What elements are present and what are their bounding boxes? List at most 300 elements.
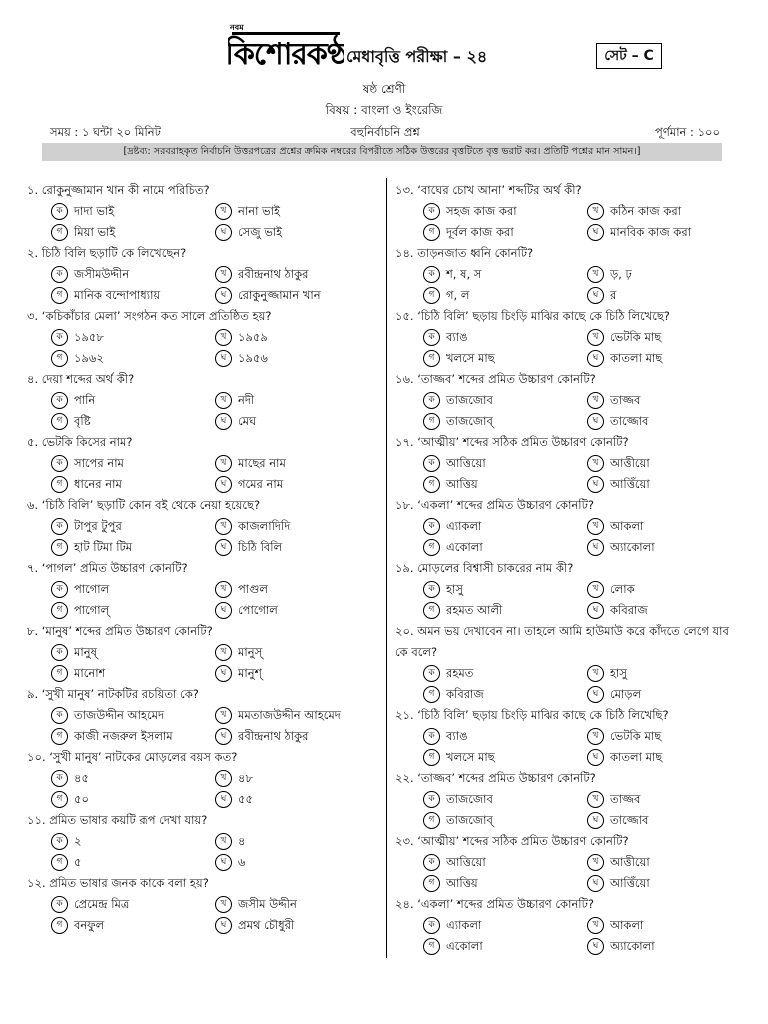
option-mark-circle: ঘ bbox=[587, 476, 604, 493]
option-mark-circle: ক bbox=[423, 791, 440, 808]
option-mark-circle: ক bbox=[423, 518, 440, 535]
answer-option bbox=[51, 726, 173, 747]
option-mark-circle: খ bbox=[587, 665, 604, 682]
answer-option bbox=[423, 348, 495, 369]
option-text: চিঠি বিলি bbox=[238, 540, 283, 554]
option-text: ৪৫ bbox=[74, 771, 89, 785]
option-text: ভেটকি মাছ bbox=[610, 729, 662, 743]
option-text: এ্যাকলা bbox=[446, 918, 482, 932]
option-mark-circle: খ bbox=[215, 203, 232, 220]
option-text: তাজ্জব bbox=[610, 792, 641, 806]
answer-option bbox=[587, 474, 650, 495]
answer-option bbox=[51, 348, 104, 369]
option-mark-circle: ঘ bbox=[215, 917, 232, 934]
option-text: লোক bbox=[610, 582, 635, 596]
question-item bbox=[27, 369, 377, 432]
right-question-column bbox=[395, 180, 735, 957]
answer-option bbox=[587, 264, 632, 285]
option-mark-circle: গ bbox=[51, 287, 68, 304]
question-text: ২২. ‘তাজ্জব’ শব্দের প্রমিত উচ্চারণ কোনটি? bbox=[395, 771, 596, 785]
option-text: মানোশ bbox=[74, 666, 106, 680]
answer-options bbox=[27, 516, 377, 558]
option-mark-circle: ক bbox=[51, 770, 68, 787]
answer-option bbox=[51, 474, 122, 495]
answer-options bbox=[27, 390, 377, 432]
answer-option bbox=[215, 264, 308, 285]
option-text: একোলা bbox=[446, 939, 483, 953]
question-item bbox=[27, 180, 377, 243]
answer-option bbox=[587, 453, 650, 474]
option-text: কবিরাজ bbox=[610, 603, 648, 617]
answer-option bbox=[423, 327, 468, 348]
option-text: আত্তিঁয়ো bbox=[610, 876, 650, 890]
question-text: ১১. প্রমিত ভাষার কয়টি রূপ দেখা যায়? bbox=[27, 813, 208, 827]
option-text: আকলা bbox=[610, 918, 644, 932]
option-mark-circle: গ bbox=[51, 917, 68, 934]
option-mark-circle: খ bbox=[215, 770, 232, 787]
answer-option bbox=[51, 894, 129, 915]
question-text: ২৩. ‘আত্মীয়’ শব্দের সঠিক প্রমিত উচ্চারণ কোনটি? bbox=[395, 834, 629, 848]
option-text: ৫ bbox=[74, 855, 82, 869]
full-marks-label: পূর্ণমান : ১০০ bbox=[655, 125, 720, 139]
question-text: ১৬. ‘তাজ্জব’ শব্দের প্রমিত উচ্চারণ কোনটি? bbox=[395, 372, 596, 386]
set-label: সেট – C bbox=[596, 43, 662, 69]
option-text: প্রেমেন্দ্র মিত্র bbox=[74, 897, 130, 911]
option-text: রবীন্দ্রনাথ ঠাকুর bbox=[238, 267, 309, 281]
exam-meta-row bbox=[50, 124, 720, 140]
answer-option bbox=[423, 747, 495, 768]
option-text: সহজ কাজ করা bbox=[446, 204, 517, 218]
answer-options bbox=[395, 453, 735, 495]
answer-option bbox=[423, 579, 463, 600]
question-item bbox=[27, 243, 377, 306]
option-mark-circle: গ bbox=[423, 812, 440, 829]
option-text: পাগোল bbox=[74, 582, 110, 596]
question-text: ১৮. ‘একলা’ শব্দের প্রমিত উচ্চারণ কোনটি? bbox=[395, 498, 594, 512]
option-text: রোকুনুজ্জামান খান bbox=[238, 288, 321, 302]
answer-options bbox=[27, 264, 377, 306]
option-mark-circle: ঘ bbox=[215, 350, 232, 367]
option-text: দাদা ভাই bbox=[74, 204, 115, 218]
answer-option bbox=[423, 726, 468, 747]
option-mark-circle: ঘ bbox=[215, 224, 232, 241]
class-label: ষষ্ঠ শ্রেণী bbox=[362, 82, 406, 96]
option-mark-circle: গ bbox=[51, 728, 68, 745]
option-text: ২ bbox=[74, 834, 82, 848]
option-text: র bbox=[610, 288, 617, 302]
answer-option bbox=[215, 726, 308, 747]
option-mark-circle: খ bbox=[587, 329, 604, 346]
option-mark-circle: খ bbox=[587, 917, 604, 934]
question-text: ৪. দেয়া শব্দের অর্থ কী? bbox=[27, 372, 135, 386]
option-text: ব্যাঙ bbox=[446, 330, 468, 344]
option-text: ৫০ bbox=[74, 792, 89, 806]
question-item bbox=[395, 432, 735, 495]
option-mark-circle: ঘ bbox=[587, 413, 604, 430]
option-mark-circle: ঘ bbox=[587, 224, 604, 241]
answer-option bbox=[587, 747, 662, 768]
answer-options bbox=[27, 894, 377, 936]
logo-image bbox=[228, 18, 344, 72]
question-item bbox=[27, 432, 377, 495]
option-mark-circle: ক bbox=[423, 329, 440, 346]
question-item bbox=[395, 306, 735, 369]
answer-option bbox=[51, 516, 122, 537]
answer-option bbox=[423, 537, 483, 558]
answer-option bbox=[587, 537, 655, 558]
option-mark-circle: গ bbox=[51, 602, 68, 619]
answer-options bbox=[27, 642, 377, 684]
option-text: ৪৮ bbox=[238, 771, 253, 785]
answer-option bbox=[51, 831, 81, 852]
question-item bbox=[27, 558, 377, 621]
kishorkantha-logo bbox=[228, 18, 344, 72]
answer-option bbox=[215, 537, 282, 558]
option-mark-circle: ঘ bbox=[587, 539, 604, 556]
logo-main-text: কিশোরকণ্ঠ bbox=[228, 37, 344, 72]
question-item bbox=[395, 495, 735, 558]
question-text: ২০. অমন ভয় দেখাবেন না। তাহলে আমি হাউমাউ করে কাঁদতে লেগে যাব কে বলে? bbox=[395, 624, 729, 659]
option-mark-circle: ক bbox=[51, 644, 68, 661]
answer-option bbox=[51, 600, 109, 621]
answer-option bbox=[215, 894, 297, 915]
option-mark-circle: ঘ bbox=[215, 791, 232, 808]
option-text: মানুশ্ bbox=[238, 666, 262, 680]
option-mark-circle: খ bbox=[215, 896, 232, 913]
option-text: সেজু ভাই bbox=[238, 225, 283, 239]
option-mark-circle: গ bbox=[423, 686, 440, 703]
question-text: ৩. ‘কচিকাঁচার মেলা’ সংগঠন কত সালে প্রতিষ্ঠিত হয়? bbox=[27, 309, 272, 323]
option-mark-circle: ঘ bbox=[587, 287, 604, 304]
option-mark-circle: গ bbox=[51, 476, 68, 493]
option-mark-circle: ঘ bbox=[215, 539, 232, 556]
option-text: শ, ষ, স bbox=[446, 267, 482, 281]
option-mark-circle: ঘ bbox=[587, 749, 604, 766]
question-text: ১২. প্রমিত ভাষার জনক কাকে বলা হয়? bbox=[27, 876, 209, 890]
question-item bbox=[395, 243, 735, 306]
answer-option bbox=[215, 789, 253, 810]
option-text: আত্তীয়ো bbox=[610, 855, 650, 869]
option-text: ধানের নাম bbox=[74, 477, 122, 491]
option-mark-circle: খ bbox=[215, 266, 232, 283]
option-text: নানা ভাই bbox=[238, 204, 280, 218]
option-text: কাজলাদিদি bbox=[238, 519, 291, 533]
answer-option bbox=[215, 222, 282, 243]
question-text: ২. চিঠি বিলি ছড়াটি কে লিখেছেন? bbox=[27, 246, 187, 260]
option-mark-circle: খ bbox=[587, 266, 604, 283]
option-text: দূর্বল কাজ করা bbox=[446, 225, 514, 239]
option-text: পাগুল bbox=[238, 582, 268, 596]
option-text: ব্যাঙ bbox=[446, 729, 468, 743]
question-text: ১৭. ‘আত্মীয়’ শব্দের সঠিক প্রমিত উচ্চারণ কোনটি? bbox=[395, 435, 629, 449]
option-text: মেঘ bbox=[238, 414, 257, 428]
option-text: তাজজোব্ bbox=[446, 813, 493, 827]
option-text: মোড়ল bbox=[610, 687, 642, 701]
question-text: ২১. ‘চিঠি বিলি’ ছড়ায় চিংড়ি মাঝির কাছে কে চিঠি লিখেছি? bbox=[395, 708, 669, 722]
option-mark-circle: ঘ bbox=[587, 875, 604, 892]
option-text: বৃষ্টি bbox=[74, 414, 91, 428]
option-mark-circle: গ bbox=[51, 350, 68, 367]
answer-option bbox=[423, 600, 502, 621]
answer-option bbox=[215, 852, 245, 873]
option-mark-circle: গ bbox=[423, 875, 440, 892]
answer-option bbox=[215, 348, 268, 369]
answer-options bbox=[27, 327, 377, 369]
answer-option bbox=[587, 810, 648, 831]
instruction-note: [দ্রষ্টব্য: সরবরাহকৃত নির্বাচনি উত্তরপত্রের প্রশ্নের ক্রমিক নম্বরের বিপরীতে সঠিক উত্তরের বৃত্তটিতে বৃত্ত ভরাট কর। প্রতিটি পশ্নের মান সামন।] bbox=[42, 143, 722, 161]
answer-option bbox=[423, 390, 493, 411]
answer-option bbox=[587, 600, 648, 621]
answer-option bbox=[587, 726, 661, 747]
answer-option bbox=[215, 201, 280, 222]
answer-options bbox=[395, 264, 735, 306]
answer-option bbox=[587, 936, 655, 957]
option-text: ড়, ঢ় bbox=[610, 267, 632, 281]
answer-option bbox=[51, 537, 132, 558]
option-mark-circle: গ bbox=[51, 854, 68, 871]
question-item bbox=[395, 894, 735, 957]
option-mark-circle: ক bbox=[51, 392, 68, 409]
option-text: বনফুল bbox=[74, 918, 105, 932]
option-text: তাজজোব্ bbox=[446, 414, 493, 428]
option-text: কাতলা মাছ bbox=[610, 750, 663, 764]
option-text: আত্তীয়ো bbox=[610, 456, 650, 470]
answer-option bbox=[587, 789, 640, 810]
question-text: ৯. ‘সুখী মানুষ’ নাটকটির রচয়িতা কে? bbox=[27, 687, 199, 701]
option-mark-circle: ঘ bbox=[587, 602, 604, 619]
option-mark-circle: খ bbox=[587, 791, 604, 808]
answer-option bbox=[587, 348, 662, 369]
answer-option bbox=[51, 453, 124, 474]
answer-option bbox=[51, 663, 105, 684]
option-mark-circle: খ bbox=[587, 203, 604, 220]
option-mark-circle: গ bbox=[51, 224, 68, 241]
option-mark-circle: ক bbox=[51, 266, 68, 283]
option-text: ১৯৬২ bbox=[74, 351, 104, 365]
option-text: আত্তিয়ো bbox=[446, 855, 486, 869]
option-mark-circle: ক bbox=[423, 581, 440, 598]
answer-options bbox=[395, 390, 735, 432]
answer-option bbox=[423, 285, 469, 306]
option-mark-circle: খ bbox=[587, 854, 604, 871]
answer-option bbox=[215, 390, 254, 411]
option-mark-circle: ঘ bbox=[215, 476, 232, 493]
answer-options bbox=[27, 705, 377, 747]
option-mark-circle: ক bbox=[51, 896, 68, 913]
answer-option bbox=[423, 453, 486, 474]
answer-options bbox=[395, 915, 735, 957]
answer-options bbox=[395, 852, 735, 894]
option-text: ১৯৫৯ bbox=[238, 330, 268, 344]
answer-option bbox=[51, 390, 95, 411]
question-item bbox=[27, 495, 377, 558]
option-text: ১৯৫৬ bbox=[238, 351, 268, 365]
question-item bbox=[395, 621, 735, 705]
question-type-label: বহুনির্বাচনি প্রশ্ন bbox=[350, 125, 420, 139]
option-mark-circle: ক bbox=[423, 917, 440, 934]
answer-options bbox=[395, 789, 735, 831]
option-text: তাজউদ্দীন আহমেদ bbox=[74, 708, 165, 722]
option-text: টাপুর টুপুর bbox=[74, 519, 122, 533]
option-mark-circle: গ bbox=[423, 539, 440, 556]
answer-option bbox=[423, 516, 481, 537]
answer-option bbox=[215, 453, 286, 474]
subject-label: বিষয় : বাংলা ও ইংরেজি bbox=[325, 103, 443, 117]
option-mark-circle: খ bbox=[215, 518, 232, 535]
page-header bbox=[0, 0, 768, 180]
option-mark-circle: ঘ bbox=[215, 413, 232, 430]
option-mark-circle: গ bbox=[423, 224, 440, 241]
option-text: রহমত bbox=[446, 666, 474, 680]
answer-options bbox=[27, 201, 377, 243]
option-mark-circle: খ bbox=[215, 392, 232, 409]
option-text: তাজ্জোব bbox=[610, 813, 649, 827]
option-text: কাজী নজরুল ইসলাম bbox=[74, 729, 173, 743]
option-mark-circle: খ bbox=[215, 833, 232, 850]
answer-option bbox=[587, 516, 643, 537]
question-item bbox=[27, 747, 377, 810]
option-mark-circle: ঘ bbox=[587, 812, 604, 829]
answer-options bbox=[27, 831, 377, 873]
answer-option bbox=[51, 768, 89, 789]
option-text: তাজ্জব bbox=[610, 393, 641, 407]
option-mark-circle: ক bbox=[423, 665, 440, 682]
answer-options bbox=[395, 663, 735, 705]
option-mark-circle: গ bbox=[423, 287, 440, 304]
question-text: ১৫. ‘চিঠি বিলি’ ছড়ায় চিংড়ি মাঝির কাছে কে চিঠি লিখেছে? bbox=[395, 309, 670, 323]
option-text: আত্তিঁয়ো bbox=[610, 477, 650, 491]
question-item bbox=[27, 621, 377, 684]
option-mark-circle: ঘ bbox=[215, 665, 232, 682]
option-mark-circle: গ bbox=[423, 938, 440, 955]
option-text: ভেটকি মাছ bbox=[610, 330, 662, 344]
answer-option bbox=[587, 327, 661, 348]
answer-option bbox=[51, 642, 97, 663]
option-mark-circle: ক bbox=[423, 854, 440, 871]
answer-option bbox=[215, 831, 245, 852]
option-text: একোলা bbox=[446, 540, 483, 554]
answer-option bbox=[423, 684, 484, 705]
answer-option bbox=[215, 600, 278, 621]
question-item bbox=[395, 831, 735, 894]
option-text: হাট টিমা টিম bbox=[74, 540, 133, 554]
option-text: মানুস্ bbox=[238, 645, 263, 659]
option-text: আত্তিয় bbox=[446, 876, 478, 890]
option-text: তাজ্জোব bbox=[610, 414, 649, 428]
option-text: প্রমথ চৌধুরী bbox=[238, 918, 295, 932]
answer-option bbox=[587, 411, 648, 432]
answer-option bbox=[423, 789, 493, 810]
answer-option bbox=[215, 327, 268, 348]
question-item bbox=[27, 873, 377, 936]
answer-option bbox=[215, 411, 256, 432]
option-text: এ্যাকলা bbox=[446, 519, 482, 533]
option-text: গ, ল bbox=[446, 288, 470, 302]
question-text: ১৩. ‘বাঘের চোখ আনা’ শব্দটির অর্থ কী? bbox=[395, 183, 582, 197]
option-mark-circle: গ bbox=[423, 749, 440, 766]
answer-option bbox=[215, 474, 283, 495]
option-mark-circle: খ bbox=[587, 581, 604, 598]
option-mark-circle: গ bbox=[423, 476, 440, 493]
answer-option bbox=[587, 684, 641, 705]
option-mark-circle: ক bbox=[423, 455, 440, 472]
answer-option bbox=[51, 705, 164, 726]
answer-option bbox=[51, 915, 104, 936]
option-text: ১৯৫৮ bbox=[74, 330, 104, 344]
answer-option bbox=[423, 201, 517, 222]
question-text: ৬. ‘চিঠি বিলি’ ছড়াটি কোন বই থেকে নেয়া হয়েছে? bbox=[27, 498, 261, 512]
answer-option bbox=[51, 789, 89, 810]
option-text: খলসে মাছ bbox=[446, 351, 495, 365]
question-text: ১৪. তাড়নজাত ধ্বনি কোনটি? bbox=[395, 246, 534, 260]
option-mark-circle: খ bbox=[587, 518, 604, 535]
option-text: ৪ bbox=[238, 834, 246, 848]
option-mark-circle: গ bbox=[423, 413, 440, 430]
question-item bbox=[27, 810, 377, 873]
answer-options bbox=[27, 453, 377, 495]
answer-option bbox=[423, 411, 493, 432]
option-mark-circle: ক bbox=[51, 203, 68, 220]
option-mark-circle: খ bbox=[215, 455, 232, 472]
option-mark-circle: খ bbox=[215, 707, 232, 724]
option-text: আকলা bbox=[610, 519, 644, 533]
option-mark-circle: গ bbox=[51, 539, 68, 556]
answer-option bbox=[423, 222, 514, 243]
question-item bbox=[395, 180, 735, 243]
option-text: কবিরাজ bbox=[446, 687, 484, 701]
question-text: ৭. ‘পাগল’ প্রমিত উচ্চারণ কোনটি? bbox=[27, 561, 188, 575]
option-text: মিয়া ভাই bbox=[74, 225, 116, 239]
option-text: হাসু bbox=[446, 582, 463, 596]
option-mark-circle: গ bbox=[423, 602, 440, 619]
option-mark-circle: ঘ bbox=[215, 854, 232, 871]
answer-options bbox=[395, 726, 735, 768]
exam-title: মেধাবৃত্তি পরীক্ষা – ২৪ bbox=[346, 47, 488, 66]
answer-option bbox=[215, 642, 262, 663]
answer-option bbox=[423, 474, 478, 495]
question-item bbox=[395, 558, 735, 621]
answer-option bbox=[51, 579, 109, 600]
question-item bbox=[395, 705, 735, 768]
option-mark-circle: গ bbox=[51, 665, 68, 682]
answer-option bbox=[587, 390, 640, 411]
option-mark-circle: ঘ bbox=[587, 350, 604, 367]
answer-options bbox=[27, 768, 377, 810]
option-mark-circle: খ bbox=[215, 329, 232, 346]
option-text: কাতলা মাছ bbox=[610, 351, 663, 365]
answer-option bbox=[215, 663, 262, 684]
option-mark-circle: ঘ bbox=[587, 938, 604, 955]
answer-option bbox=[215, 768, 253, 789]
answer-option bbox=[215, 516, 290, 537]
answer-option bbox=[215, 285, 321, 306]
question-item bbox=[395, 369, 735, 432]
answer-option bbox=[215, 579, 268, 600]
option-text: কঠিন কাজ করা bbox=[610, 204, 682, 218]
answer-option bbox=[423, 264, 481, 285]
answer-option bbox=[51, 264, 129, 285]
option-mark-circle: গ bbox=[51, 413, 68, 430]
option-text: মাছের নাম bbox=[238, 456, 286, 470]
answer-option bbox=[423, 663, 473, 684]
option-mark-circle: ঘ bbox=[215, 287, 232, 304]
option-text: তাজজোব bbox=[446, 393, 493, 407]
answer-options bbox=[395, 201, 735, 243]
question-text: ১. রোকুনুজ্জামান খান কী নামে পরিচিত? bbox=[27, 183, 210, 197]
question-text: ৫. ভেটকি কিসের নাম? bbox=[27, 435, 133, 449]
option-text: মানিক বন্দোপাধ্যায় bbox=[74, 288, 161, 302]
question-text: ২৪. ‘একলা’ শব্দের প্রমিত উচ্চারণ কোনটি? bbox=[395, 897, 594, 911]
